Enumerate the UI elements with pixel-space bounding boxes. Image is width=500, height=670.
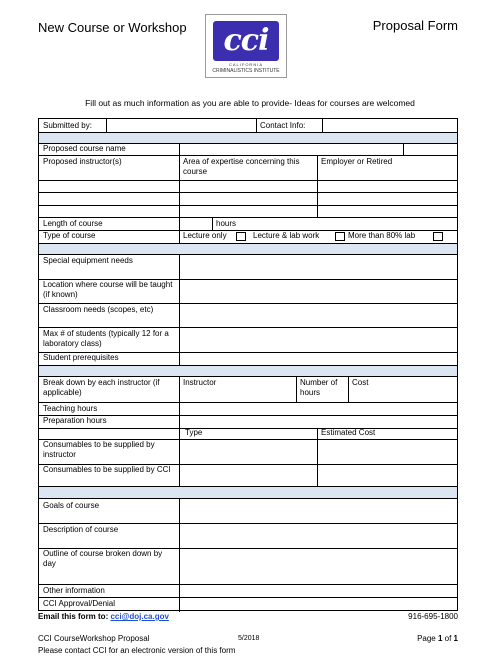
proposal-form-table	[38, 118, 458, 611]
consumables-cci-label: Consumables to be supplied by CCI	[43, 465, 171, 474]
spacer-band	[39, 243, 457, 254]
instructor-column-label: Instructor	[183, 378, 217, 387]
cost-label: Cost	[352, 378, 369, 387]
description-label: Description of course	[43, 525, 119, 534]
spacer-band	[39, 365, 457, 376]
page-number	[417, 634, 458, 643]
goals-label: Goals of course	[43, 501, 100, 510]
page-of: of	[442, 634, 454, 643]
location-label: Location where course will be taught (if known)	[43, 280, 173, 299]
phone-number: 916-695-1800	[408, 612, 458, 621]
lecture-only-label: Lecture only	[183, 231, 227, 240]
more-lab-checkbox[interactable]	[433, 232, 443, 241]
prerequisites-label: Student prerequisites	[43, 353, 119, 362]
expertise-label: Area of expertise concerning this course	[183, 157, 300, 176]
spacer-band	[39, 132, 457, 143]
page-total: 1	[453, 634, 458, 643]
page-prefix: Page	[417, 634, 438, 643]
spacer-band	[39, 486, 457, 498]
contact-info-label: Contact Info:	[260, 121, 306, 130]
instructors-label: Proposed instructor(s)	[43, 157, 122, 166]
intro-text: Fill out as much information as you are able to provide- Ideas for courses are welcomed	[85, 98, 415, 108]
page-current: 1	[437, 634, 443, 643]
cci-logo-name: CRIMINALISTICS INSTITUTE	[212, 68, 280, 74]
document-name: CCI CourseWorkshop Proposal	[38, 634, 150, 643]
number-of-hours-label: Number of hours	[300, 378, 338, 397]
lecture-lab-checkbox[interactable]	[335, 232, 345, 241]
lecture-only-checkbox[interactable]	[236, 232, 246, 241]
form-type-title: Proposal Form	[372, 18, 458, 33]
submitted-by-label: Submitted by:	[43, 121, 92, 130]
max-students-label: Max # of students (typically 12 for a laboratory class)	[43, 329, 169, 348]
consumables-instructor-label: Consumables to be supplied by instructor	[43, 440, 155, 459]
form-title: New Course or Workshop	[38, 20, 187, 35]
document-date: 5/2018	[238, 635, 260, 642]
type-of-course-label: Type of course	[43, 231, 96, 240]
employer-label: Employer or Retired	[321, 157, 393, 166]
lecture-lab-label: Lecture & lab work	[253, 231, 320, 240]
course-name-label: Proposed course name	[43, 144, 126, 153]
more-lab-label: More than 80% lab	[348, 231, 416, 240]
hours-label: hours	[216, 219, 237, 228]
estimated-cost-label: Estimated Cost	[321, 428, 376, 437]
approval-label: CCI Approval/Denial	[43, 599, 116, 608]
cci-logo	[205, 14, 287, 78]
contact-note: Please contact CCI for an electronic version of this form	[38, 646, 236, 655]
preparation-hours-label: Preparation hours	[43, 416, 107, 425]
email-prefix: Email this form to:	[38, 612, 111, 621]
equipment-label: Special equipment needs	[43, 256, 133, 265]
length-label: Length of course	[43, 219, 103, 228]
cci-logo-state: CALIFORNIA	[228, 62, 263, 67]
classroom-label: Classroom needs (scopes, etc)	[43, 305, 154, 314]
teaching-hours-label: Teaching hours	[43, 404, 98, 413]
breakdown-label: Break down by each instructor (if applicable)	[43, 378, 160, 397]
other-info-label: Other information	[43, 586, 105, 595]
type-column-label: Type	[185, 428, 203, 437]
email-line	[38, 612, 169, 621]
cci-logo-mark: cci	[213, 21, 279, 61]
email-link[interactable]: cci@doj.ca.gov	[110, 612, 169, 621]
outline-label: Outline of course broken down by day	[43, 549, 163, 568]
